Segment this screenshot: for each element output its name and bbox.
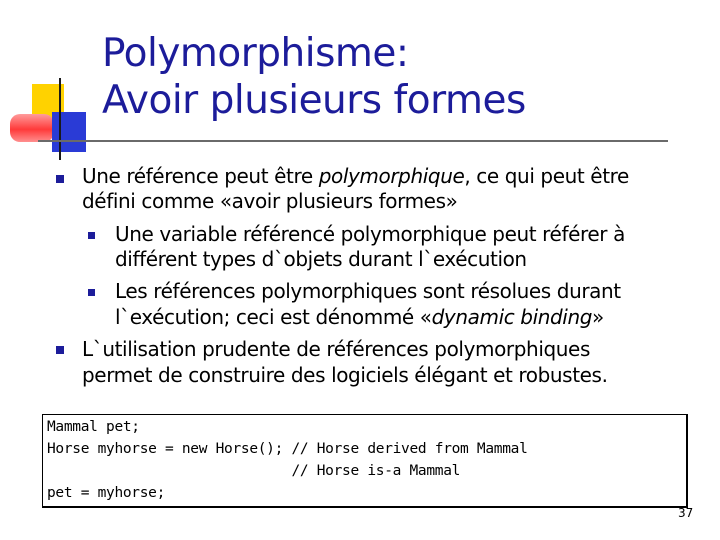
sub-bullet-marker [88, 232, 95, 239]
bullet-1-line-1 [82, 164, 629, 188]
text-segment: permet de construire des logiciels élégant et robustes. [82, 363, 608, 387]
bullet-marker [56, 175, 64, 183]
code-example-box [42, 414, 688, 508]
text-segment: défini comme «avoir plusieurs formes» [82, 189, 458, 213]
sub-bullet-1-line-1 [115, 222, 625, 246]
slide-title-line-1: Polymorphisme: [102, 31, 409, 76]
bullet-2-line-2 [82, 363, 608, 387]
bullet-1-line-2 [82, 189, 457, 213]
slide-title-line-2: Avoir plusieurs formes [102, 78, 526, 123]
text-segment: Les références polymorphiques sont résolues durant [115, 279, 621, 303]
text-segment: , ce qui peut être [464, 164, 629, 188]
page-number: 37 [678, 506, 694, 520]
code-line: Horse myhorse = new Horse(); // Horse derived from Mammal [47, 441, 528, 457]
title-underline [38, 140, 668, 142]
code-line: pet = myhorse; [47, 485, 166, 501]
sub-bullet-1-line-2 [115, 247, 527, 271]
decor-blue-square [52, 112, 86, 152]
code-line: Mammal pet; [47, 419, 140, 435]
text-segment: Une variable référencé polymorphique peut référer à [115, 222, 625, 246]
text-emphasis: polymorphique [318, 164, 465, 188]
text-segment: différent types d`objets durant l`exécution [115, 247, 527, 271]
decor-red-shape [10, 114, 54, 142]
code-line: // Horse is-a Mammal [47, 463, 461, 479]
sub-bullet-marker [88, 289, 95, 296]
text-emphasis: dynamic binding [431, 305, 593, 329]
bullet-marker [56, 346, 64, 354]
slide-title [102, 30, 526, 124]
sub-bullet-2-line-2 [115, 305, 604, 329]
text-segment: L`utilisation prudente de références polymorphiques [82, 337, 590, 361]
text-segment: l`exécution; ceci est dénommé « [115, 305, 432, 329]
text-segment: Une référence peut être [82, 164, 319, 188]
text-segment: » [592, 305, 604, 329]
decor-vertical-line [59, 78, 61, 160]
sub-bullet-2-line-1 [115, 279, 621, 303]
bullet-2-line-1 [82, 337, 590, 361]
